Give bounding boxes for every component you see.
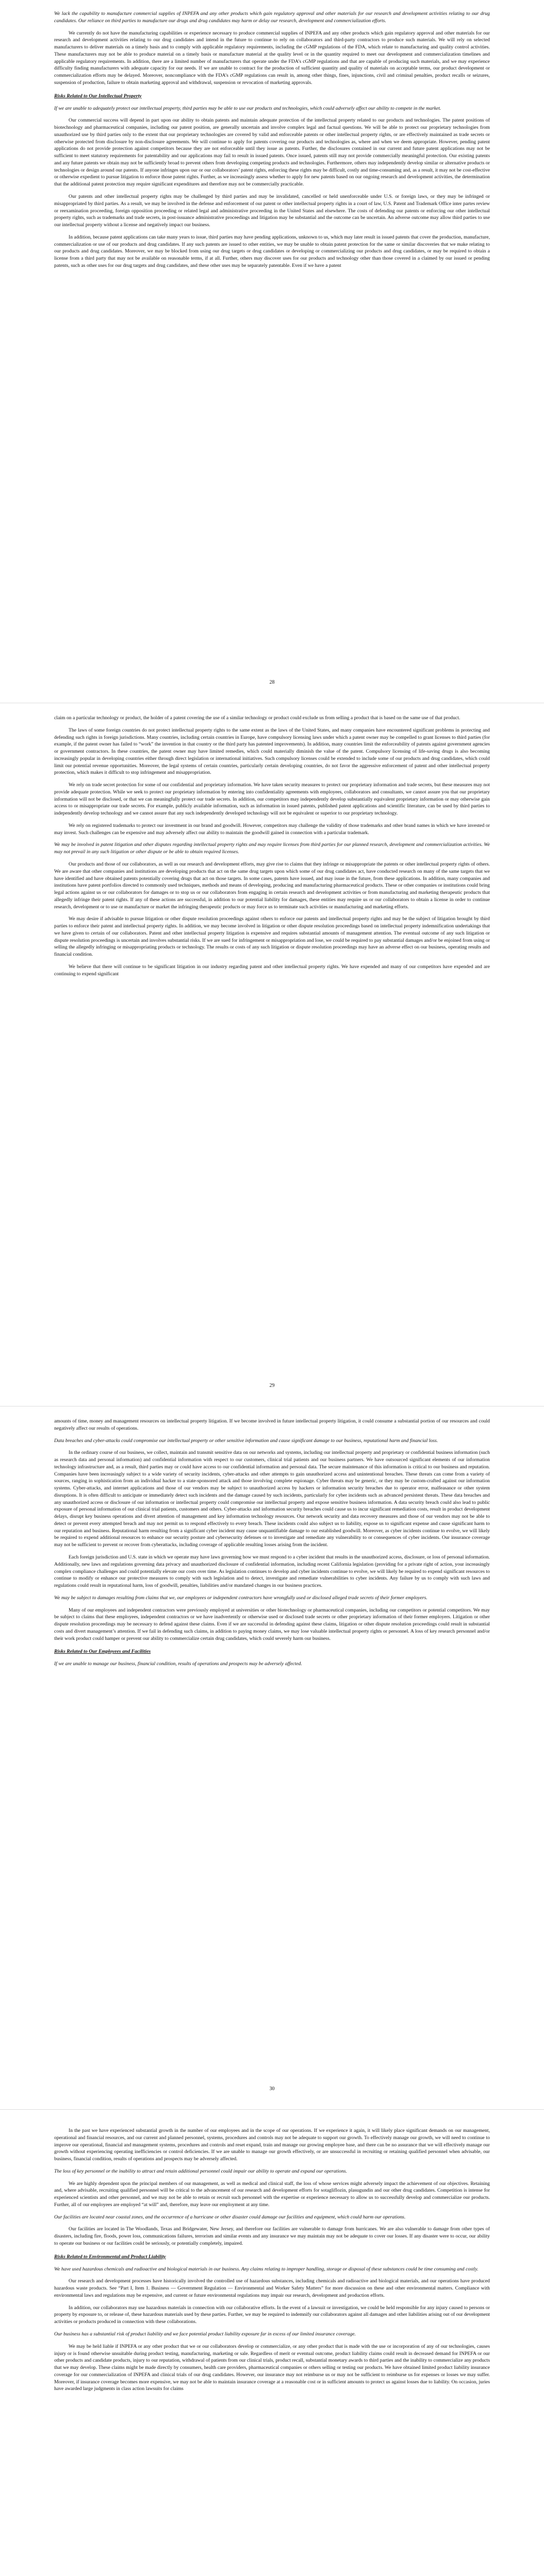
risk-factor-heading: Data breaches and cyber-attacks could compromise our intellectual property or other sensitive information and cause significant damage to our business, reputational harm and financial loss. <box>54 1437 438 1444</box>
section-heading: Risks Related to Our Employees and Facilities <box>54 1649 151 1655</box>
body-paragraph: Our products and those of our collaborators, as well as our research and development efforts, may give rise to claims that they infringe or misappropriate the patents or other intellectual property rights of others. We are aware that other companies and institutions are developing products that act on the same drug targets upon which some of our drug candidates act, have conducted research on many of the same targets that we have identified and have obtained patents potentially covering drugs that act on those targets. In some cases, patents have issued, and may issue in the future, from these applications. In addition, many companies and institutions have patent portfolios directed to commonly used techniques, methods and means of developing, producing and manufacturing pharmaceutical products. These or other companies or institutions could bring legal actions against us or our collaborators for damages or to stop us or our collaborators from engaging in certain research and development activities or from manufacturing and marketing therapeutic products that allegedly infringe their patent rights. If any of these actions are successful, in addition to our potential liability for damages, these entities may require us or our collaborators to obtain a license in order to continue research, development or to use or manufacture or market the infringing therapeutic products or may force us to terminate such activities or manufacturing and marketing efforts. <box>54 861 490 910</box>
page-number: 29 <box>269 1383 275 1388</box>
page-29 <box>0 703 544 1406</box>
page-number: 30 <box>269 2086 275 2092</box>
page-number: 28 <box>269 680 275 685</box>
body-paragraph: We rely on trade secret protection for some of our confidential and proprietary information. We have taken security measures to protect our proprietary information and trade secrets, but these measures may not provide adequate protection. While we seek to protect our proprietary information by entering into confidentiality agreements with employees, collaborators and consultants, we cannot assure you that our proprietary information will not be disclosed, or that we can meaningfully protect our trade secrets. In addition, our competitors may independently develop substantially equivalent proprietary information or may otherwise gain access to or misappropriate our trade secrets. For example, publicly available information, such as information in issued patents, published patent applications and scientific literature, can be used by third parties to independently develop technology and we cannot assure that any such independently developed technology will not be equivalent or superior to our proprietary technology. <box>54 782 490 817</box>
page-31 <box>0 2110 544 2576</box>
section-heading: Risks Related to Our Intellectual Property <box>54 93 142 99</box>
risk-factor-heading: Our facilities are located near coastal zones, and the occurrence of a hurricane or other disaster could damage our facilities and equipment, which could harm our operations. <box>54 2214 406 2220</box>
body-paragraph: Our commercial success will depend in part upon our ability to obtain patents and maintain adequate protection of the intellectual property related to our products and technologies. The patent positions of biotechnology and pharmaceutical companies, including our patent position, are generally uncertain and involve complex legal and factual questions. We will be able to protect our proprietary technologies from unauthorized use by third parties only to the extent that our proprietary technologies are covered by valid and enforceable patents or other intellectual property rights, or are effectively maintained as trade secrets or otherwise protected from disclosure by non-disclosure agreements. We will continue to apply for patents covering our products and technologies as, where and when we deem appropriate. However, pending patent applications do not provide protection against competitors because they are not enforceable until they issue as patents. Further, the disclosures contained in our current and future patent applications may not be sufficient to meet statutory requirements for patentability and our applications may fail to result in issued patents. Once issued, patents still may not provide commercially meaningful protection. Our existing patents and any future patents we obtain may not be sufficiently broad to prevent others from developing competing products and technologies. Furthermore, others may independently develop similar or alternative products or technologies or design around our patents. If anyone infringes upon our or our collaborators’ patent rights, enforcing these rights may be difficult, costly and time-consuming and, as a result, it may not be cost-effective or otherwise expedient to pursue litigation to enforce those patent rights. Further, as we increasingly assess whether to apply for new patents based on our ongoing research and development activities, the determination that the additional patent protection may require significant expenditures and therefore may not be commercially practicable. <box>54 117 490 188</box>
body-paragraph: Many of our employees and independent contractors were previously employed at universities or other biotechnology or pharmaceutical companies, including our competitors or potential competitors. We may be subject to claims that these employees, independent contractors or we have inadvertently or otherwise used or disclosed trade secrets or other proprietary information of their former employers. Litigation or other dispute resolution proceedings may be necessary to defend against these claims. Even if we are successful in defending against these claims, litigation or other dispute resolution proceedings could result in substantial costs and divert management’s attention. If we fail in defending such claims, in addition to paying money claims, we may lose valuable intellectual property rights or personnel. A loss of key research personnel and/or their work product could hamper or prevent our ability to commercialize certain drug candidates, which could severely harm our business. <box>54 1607 490 1641</box>
risk-factor-heading: The loss of key personnel or the inability to attract and retain additional personnel could impair our ability to operate and expand our operations. <box>54 2168 347 2174</box>
risk-factor-heading: We have used hazardous chemicals and radioactive and biological materials in our business. Any claims relating to improper handling, storage or disposal of these substances could be time consuming and costly. <box>54 2266 479 2272</box>
body-paragraph: We are highly dependent upon the principal members of our management, as well as medical and clinical staff, the loss of whose services might adversely impact the achievement of our objectives. Retaining and, where advisable, recruiting qualified personnel will be critical to the advancement of our research and development efforts for sotagliflozin, plasugundin and our other drug candidates. Competition is intense for experienced scientists and other personnel, and we may not be able to retain or recruit such personnel with the expertise or experience necessary to allow us to successfully develop and commercialize our products. Further, all of our employees are employed “at will” and, therefore, may leave our employment at any time. <box>54 2180 490 2208</box>
body-paragraph: Our facilities are located in The Woodlands, Texas and Bridgewater, New Jersey, and therefore our facilities are vulnerable to damage from hurricanes. We are also vulnerable to damage from other types of disasters, including fire, floods, power loss, communications failures, terrorism and similar events and any insurance we may maintain may not be adequate to cover our losses. If any disaster were to occur, our ability to operate our business or our facilities could be seriously, or potentially completely, impaired. <box>54 2226 490 2246</box>
body-paragraph: In the ordinary course of our business, we collect, maintain and transmit sensitive data on our networks and systems, including our intellectual property and proprietary or confidential business information (such as research data and personal information) and confidential information with respect to our customers, clinical trial patients and our business partners. We have outsourced significant elements of our information technology infrastructure and, as a result, third parties may or could have access to our confidential information and personal data. The secure maintenance of this information is critical to our business and reputation. Companies have been increasingly subject to a wide variety of security incidents, cyber-attacks and other attempts to gain unauthorized access and unintentional breaches. These threats can come from a variety of sources, ranging in sophistication from an individual hacker to a state-sponsored attack and those involving complete espionage. Cyber threats may be generic, or they may be custom-crafted against our information systems. Cyber-attacks, and internet applications and those of our vendors may be subject to unauthorized access by hackers or information security breaches due to operator error, malfeasance or other system disruptions. It is often difficult to anticipate or immediately detect such incidents and the damage caused by such incidents, particularly for cyber incidents such as advanced persistent threats. These data breaches and any unauthorized access or disclosure of our information or intellectual property could compromise our intellectual property and expose sensitive business information. A data security breach could also lead to public exposure of personal information of our clinical trial patients, customers and others. Cyber-attacks and information security breaches could cause us to incur significant remediation costs, result in product development delays, disrupt key business operations and divert attention of management and key information technology resources. Our network security and data recovery measures and those of our vendors may not be able to detect or prevent every attempted breach and may not permit us to respond effectively to every breach. These incidents could also subject us to liability, expose us to significant expense and cause significant harm to our reputation and business. Reputational harm resulting from a significant cyber incident may cause unquantifiable damage to our established goodwill. Moreover, as cyber incidents continue to evolve, we will likely be required to expend additional resources to enhance our security posture and cybersecurity defenses or to investigate and remediate any vulnerability to or consequences of cyber incidents. Our insurance coverage may not be sufficient to prevent or recover from cyberattacks, including coverage of applicable resulting losses arising from the incident. <box>54 1450 490 1548</box>
body-paragraph: We believe that there will continue to be significant litigation in our industry regarding patent and other intellectual property rights. We have expended and many of our competitors have expended and are continuing to expend significant <box>54 963 490 977</box>
page-30 <box>0 1406 544 2110</box>
body-paragraph: In addition, because patent applications can take many years to issue, third parties may have pending applications, unknown to us, which may later result in issued patents that cover the production, manufacture, commercialization or use of our products and drug candidates. If any such patents are issued to other entities, we may be unable to obtain patent protection for the same or similar discoveries that we make relating to our products and drug candidates. Moreover, we may be blocked from using our drug targets or drug candidates or developing or commercializing our products and drug candidates, or may be required to obtain a license from a third party that may not be available on reasonable terms, if at all. Further, others may discover uses for our products and technology other than those covered in a claimed by our issued or pending patents, such as other uses for our drug targets and drug candidates, and these other uses may be separately patentable. Even if we have a patent <box>54 234 490 268</box>
risk-factor-heading: We lack the capability to manufacture commercial supplies of INPEFA and any other products which gain regulatory approval and other materials for our research and development activities relating to our drug candidates. Our reliance on third parties to manufacture our drugs and drug candidates may harm or delay our research, development and commercialization efforts. <box>54 11 490 24</box>
body-paragraph: We may be held liable if INPEFA or any other product that we or our collaborators develop or commercialize, or any other product that is made with the use or incorporation of any of our technologies, causes injury or is found otherwise unsuitable during product testing, manufacturing, marketing or sale. Regardless of merit or eventual outcome, product liability claims could result in decreased demand for INPEFA or our other products and candidate products, injury to our reputation, withdrawal of patients from our clinical trials, product recall, substantial monetary awards to third parties and the inability to commercialize any products that we may develop. These claims might be made directly by consumers, health care providers, pharmaceutical companies or others selling or testing our products. We have obtained limited product liability insurance coverage for our commercialization of INPEFA and clinical trials of our drug candidates. However, our insurance may not reimburse us or may not be sufficient to reimburse us for expenses or losses we may suffer. Moreover, if insurance coverage becomes more expensive, we may not be able to maintain insurance coverage at a reasonable cost or in sufficient amounts to protect us against losses due to liability. On occasion, juries have awarded large judgments in class action lawsuits for claims <box>54 2343 490 2392</box>
risk-factor-heading: We may be involved in patent litigation and other disputes regarding intellectual property rights and may require licenses from third parties for our planned research, development and commercialization activities. We may not prevail in any such litigation or other dispute or be able to obtain required licenses. <box>54 842 490 855</box>
section-heading: Risks Related to Environmental and Product Liability <box>54 2253 166 2260</box>
body-paragraph: claim on a particular technology or product, the holder of a patent covering the use of a similar technology or product could exclude us from selling a product that is based on the same use of that product. <box>54 715 460 721</box>
body-paragraph: Each foreign jurisdiction and U.S. state in which we operate may have laws governing how we must respond to a cyber incident that results in the unauthorized access, disclosure, or loss of personal information. Additionally, new laws and regulations governing data privacy and unauthorized disclosure of confidential information, including recent California legislation (providing for a private right of action, your increasingly complex compliance challenges and could potentially elevate our costs over time. As legislation continues to develop and cyber incidents continue to evolve, we will likely be required to expend significant resources to continue to modify or enhance our protective measures to comply with such legislation and to detect, investigate and remediate vulnerabilities to cyber incidents. Any failure by us to comply with such laws and regulations could result in reputational harm, loss of goodwill, penalties, liabilities and/or mandated changes in our business practices. <box>54 1554 490 1589</box>
risk-factor-heading: If we are unable to adequately protect our intellectual property, third parties may be able to use our products and technologies, which could adversely affect our ability to compete in the market. <box>54 105 441 111</box>
body-paragraph: In addition, our collaborators may use hazardous materials in connection with our collaborative efforts. In the event of a lawsuit or investigation, we could be held responsible for any injury caused to persons or property by exposure to, or release of, these hazardous materials used by these parties. Further, we may be required to indemnify our collaborators against all damages and other liabilities arising out of our development activities or products produced in connection with these collaborations. <box>54 2304 490 2325</box>
body-paragraph: We may desire if advisable to pursue litigation or other dispute resolution proceedings against others to enforce our patents and intellectual property rights and may be the subject of litigation brought by third parties to enforce their patent and intellectual property rights. In addition, we may become involved in litigation or other dispute resolution proceedings based on intellectual property indemnification undertakings that we have given to certain of our collaborators. Patent and other intellectual property litigation is expensive and requires substantial amounts of management attention. The eventual outcome of any such litigation or dispute resolution proceedings is uncertain and involves substantial risks. If we are sued for infringement or misappropriation and lose, we could be required to pay substantial damages and/or be enjoined from using or selling the allegedly infringing or misappropriating products or technology. The results or costs of any such litigation or dispute resolution proceedings may have an adverse effect on our business, operating results and financial condition. <box>54 916 490 958</box>
body-paragraph: In the past we have experienced substantial growth in the number of our employees and in the scope of our operations. If we experience it again, it will likely place significant demands on our management, operational and financial resources, and our current and planned personnel, systems, procedures and controls may not be adequate to support our growth. To effectively manage our growth, we will need to continue to improve our operational, financial and management systems, procedures and controls and reset expand, train and manage our growing employee base, and there can be no assurance that we will effectively manage our growth without experiencing operating inefficiencies or control deficiencies. If we are unable to manage our growth effectively, or are unsuccessful in recruiting or retaining qualified personnel when advisable, our business, financial condition, results of operations and prospects may be adversely affected. <box>54 2128 490 2162</box>
body-paragraph: We rely on registered trademarks to protect our investment in our brand and goodwill. However, competitors may challenge the validity of those trademarks and other brand names in which we have invested or may invest. Such challenges can be expensive and may adversely affect our ability to maintain the goodwill gained in connection with a particular trademark. <box>54 822 490 836</box>
risk-factor-heading: If we are unable to manage our business, financial condition, results of operations and prospects may be adversely affected. <box>54 1661 302 1667</box>
risk-factor-heading: Our business has a substantial risk of product liability and we face potential product liability exposure far in excess of our limited insurance coverage. <box>54 2331 356 2337</box>
body-paragraph: amounts of time, money and management resources on intellectual property litigation. If we become involved in future intellectual property litigation, it could consume a substantial portion of our resources and could negatively affect our results of operations. <box>54 1418 490 1431</box>
body-paragraph: The laws of some foreign countries do not protect intellectual property rights to the same extent as the laws of the United States, and many companies have encountered significant problems in protecting and defending such rights in foreign jurisdictions. Many countries, including certain countries in Europe, have compulsory licensing laws under which a patent owner may be compelled to grant licenses to third parties (for example, if the patent owner has failed to “work” the invention in that country or the third party has patented improvements). In addition, many countries limit the enforceability of patents against government agencies or government contractors. In these countries, the patent owner may have limited remedies, which could materially diminish the value of the patent. Compulsory licensing of life-saving drugs is also becoming increasingly popular in developing countries either through direct legislation or international initiatives. Such compulsory licenses could be extended to include some of our products and drug candidates, which could limit our potential revenue opportunities. Moreover, the legal systems of certain countries, particularly certain developing countries, do not favor the aggressive enforcement of patent and other intellectual property protection, which makes it difficult to stop infringement and misappropriation. <box>54 727 490 776</box>
risk-factor-heading: We may be subject to damages resulting from claims that we, our employees or independent contractors have wrongfully used or disclosed alleged trade secrets of their former employers. <box>54 1595 427 1601</box>
page-28 <box>0 0 544 703</box>
body-paragraph: Our research and development processes have historically involved the controlled use of hazardous substances, including chemicals and radioactive and biological materials, and our operations have produced hazardous waste products. See “Part I, Item 1. Business — Government Regulation — Environmental and Worker Safety Matters” for more discussion on these and other environmental matters. Compliance with environmental laws and regulations may be expensive, and current or future environmental regulations may impair our research, development and production efforts. <box>54 2278 490 2298</box>
body-paragraph: Our patents and other intellectual property rights may be challenged by third parties and may be invalidated, cancelled or held unenforceable under U.S. or foreign laws, or they may be infringed or misappropriated by third parties. As a result, we may be involved in the defense and enforcement of our patent or other intellectual property rights in a court of law, U.S. Patent and Trademark Office inter partes review or reexamination proceeding, foreign opposition proceeding or related legal and administrative proceeding in the United States and elsewhere. The costs of defending our patents or enforcing our other intellectual property rights, such as trademarks and trade secrets, in post-issuance administrative proceedings and litigation may be substantial and the outcome can be uncertain. An adverse outcome may allow third parties to use our intellectual property without a license and negatively impact our business. <box>54 193 490 228</box>
body-paragraph: We currently do not have the manufacturing capabilities or experience necessary to produce commercial supplies of INPEFA and any other products which gain regulatory approval and other materials for our research and development activities relating to our drug candidates and intend in the future to continue to rely on collaborators and third-party contractors to produce such materials. We will rely on selected manufacturers to deliver materials on a timely basis and to comply with applicable regulatory requirements, including the cGMP regulations of the FDA, which relate to manufacturing and quality control activities. These manufacturers may not be able to produce material on a timely basis or manufacture material at the quality level or in the quantity required to meet our development and commercialization timelines and applicable regulatory requirements. In addition, there are a limited number of manufacturers that operate under the FDA’s cGMP regulations and that are capable of producing such materials, and we may experience difficulty finding manufacturers with adequate capacity for our needs. If we are unable to contract for the production of sufficient quantity and quality of materials on acceptable terms, our product development or commercialization efforts may be delayed. Moreover, noncompliance with the FDA’s cGMP regulations can result in, among other things, fines, injunctions, civil and criminal penalties, product recalls or seizures, suspension of production, failure to obtain marketing approval and withdrawal, suspension or revocation of marketing approvals. <box>54 30 490 86</box>
